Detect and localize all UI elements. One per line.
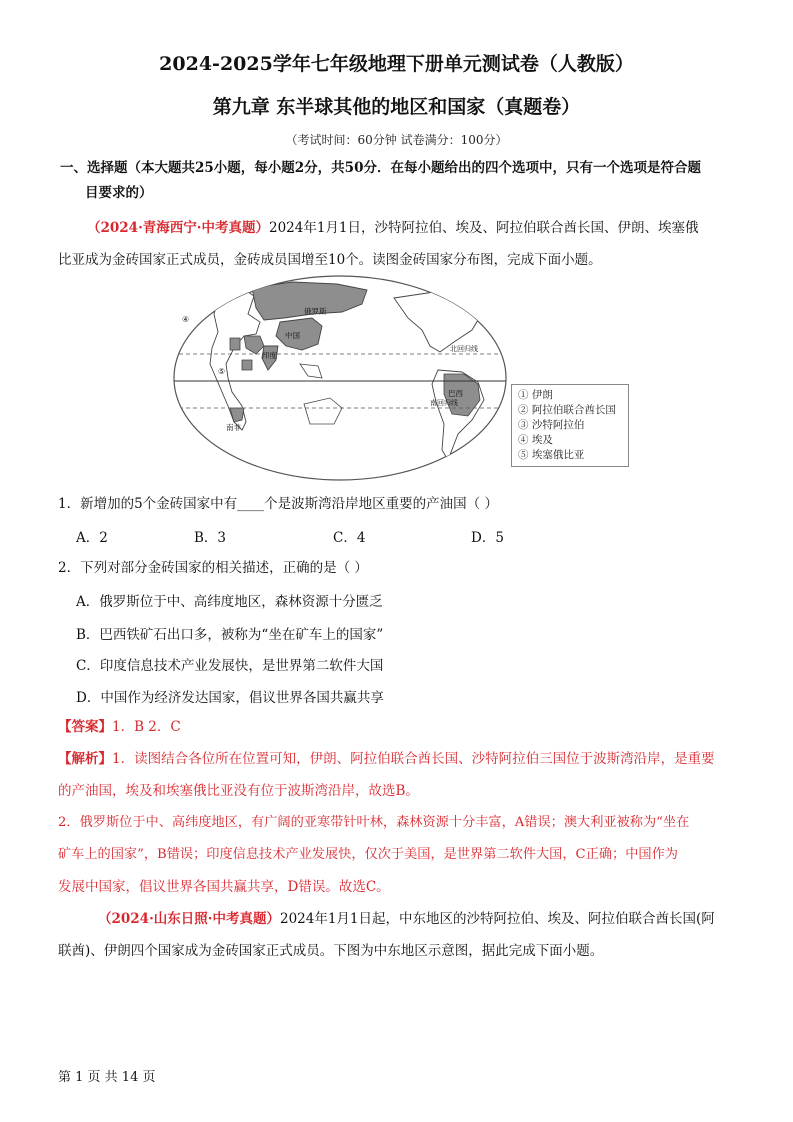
material1-source: （2024·青海西宁·中考真题） bbox=[87, 220, 269, 236]
analysis-line5: 发展中国家，倡议世界各国共赢共享，D错误。故选C。 bbox=[58, 879, 390, 895]
analysis-label: 【解析】 bbox=[58, 751, 112, 767]
material1-line1 bbox=[87, 218, 699, 238]
material2-source: （2024·山东日照·中考真题） bbox=[98, 911, 280, 927]
material2-line1 bbox=[98, 909, 715, 929]
q2-option-c: C．印度信息技术产业发展快，是世界第二软件大国 bbox=[76, 658, 384, 674]
analysis-line1 bbox=[58, 749, 715, 769]
material1-line2: 比亚成为金砖国家正式成员，金砖成员国增至10个。读图金砖国家分布图，完成下面小题。 bbox=[58, 252, 602, 268]
legend-item: ② 阿拉伯联合酋长国 bbox=[518, 404, 616, 416]
material2-text1: 2024年1月1日起，中东地区的沙特阿拉伯、埃及、阿拉伯联合酋长国(阿 bbox=[279, 911, 715, 927]
legend-item: ③ 沙特阿拉伯 bbox=[518, 419, 585, 431]
legend-item: ④ 埃及 bbox=[518, 434, 553, 446]
analysis-line4: 矿车上的国家”，B错误；印度信息技术产业发展快，仅次于美国，是世界第二软件大国，C正确；中国作为 bbox=[58, 847, 678, 862]
page-subtitle: 第九章 东半球其他的地区和国家（真题卷） bbox=[212, 96, 581, 118]
answer-line bbox=[58, 717, 181, 737]
question-2-stem: 2．下列对部分金砖国家的相关描述，正确的是（ ） bbox=[58, 560, 368, 576]
exam-info: （考试时间：60分钟 试卷满分：100分） bbox=[285, 133, 508, 147]
brics-world-map bbox=[172, 274, 508, 482]
egypt-shape bbox=[230, 338, 240, 350]
label-india: 印度 bbox=[262, 351, 277, 360]
label-brazil: 巴西 bbox=[448, 389, 463, 398]
marker-5: ⑤ bbox=[218, 367, 226, 376]
marker-4: ④ bbox=[182, 315, 190, 324]
q1-option-d: D．5 bbox=[471, 530, 504, 546]
q1-option-c: C．4 bbox=[333, 530, 366, 546]
legend-item: ⑤ 埃塞俄比亚 bbox=[518, 449, 585, 461]
analysis-line2: 的产油国，埃及和埃塞俄比亚没有位于波斯湾沿岸，故选B。 bbox=[58, 783, 419, 799]
q2-option-b: B．巴西铁矿石出口多，被称为“坐在矿车上的国家” bbox=[76, 627, 384, 643]
q2-option-a: A．俄罗斯位于中、高纬度地区，森林资源十分匮乏 bbox=[76, 594, 383, 610]
page-title: 2024-2025学年七年级地理下册单元测试卷（人教版） bbox=[159, 53, 634, 75]
label-south-africa: 南非 bbox=[226, 423, 241, 432]
label-tropic-cancer: 北回归线 bbox=[450, 345, 478, 353]
analysis-text1: 1．读图结合各位所在位置可知，伊朗、阿拉伯联合酋长国、沙特阿拉伯三国位于波斯湾沿岸，是重要 bbox=[112, 751, 715, 767]
label-tropic-capricorn: 南回归线 bbox=[430, 399, 458, 407]
label-russia: 俄罗斯 bbox=[304, 307, 327, 316]
q1-option-a: A．2 bbox=[76, 530, 108, 546]
answer-label: 【答案】 bbox=[58, 719, 112, 735]
q2-option-d: D．中国作为经济发达国家，倡议世界各国共赢共享 bbox=[76, 690, 384, 706]
page-number: 第 1 页 共 14 页 bbox=[58, 1070, 156, 1085]
section-heading-line1: 一、选择题（本大题共25小题，每小题2分，共50分．在每小题给出的四个选项中，只有一个选项是符合题 bbox=[60, 160, 701, 176]
question-1-stem: 1．新增加的5个金砖国家中有____个是波斯湾沿岸地区重要的产油国（ ） bbox=[58, 496, 498, 512]
map-graphic bbox=[172, 274, 508, 482]
material1-text1: 2024年1月1日，沙特阿拉伯、埃及、阿拉伯联合酋长国、伊朗、埃塞俄 bbox=[268, 220, 699, 236]
section-heading-line2: 目要求的） bbox=[85, 185, 153, 201]
answer-text: 1．B 2．C bbox=[112, 719, 181, 735]
analysis-line3: 2．俄罗斯位于中、高纬度地区，有广阔的亚寒带针叶林，森林资源十分丰富，A错误；澳大利亚被称为“坐在 bbox=[58, 815, 690, 830]
legend-item: ① 伊朗 bbox=[518, 389, 553, 401]
material2-line2: 联酋)、伊朗四个国家成为金砖国家正式成员。下图为中东地区示意图，据此完成下面小题。 bbox=[58, 943, 604, 959]
ethiopia-shape bbox=[242, 360, 252, 370]
label-china: 中国 bbox=[285, 331, 300, 340]
q1-option-b: B．3 bbox=[194, 530, 227, 546]
map-legend bbox=[511, 384, 629, 467]
